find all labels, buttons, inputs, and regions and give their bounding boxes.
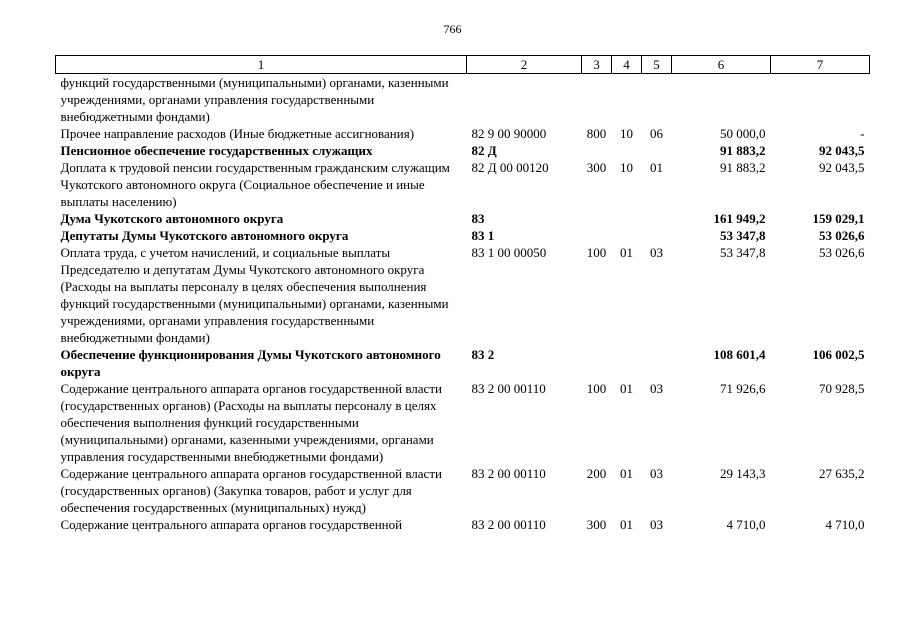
row-name: Дума Чукотского автономного округа [60,211,284,226]
row-amount-year1: 53 347,8 [720,245,766,260]
row-expense-type: 800 [586,126,607,141]
table-header-row [56,56,870,74]
row-expense-type [582,142,612,159]
row-subsection [642,210,672,227]
column-header: 5 [642,56,672,74]
row-subsection: 03 [650,517,663,532]
row-expense-type: 300 [586,160,607,175]
budget-table [55,55,870,533]
row-section: 01 [620,381,633,396]
row-expense-type [582,210,612,227]
row-amount-year1: 91 883,2 [720,160,766,175]
table-row [56,227,870,244]
row-expense-type: 200 [586,466,607,481]
row-code [467,74,582,126]
row-expense-type: 300 [586,517,607,532]
row-section: 01 [620,517,633,532]
row-section [612,227,642,244]
table-row [56,159,870,210]
row-subsection [642,227,672,244]
table-row [56,465,870,516]
row-name: Прочее направление расходов (Иные бюджетные ассигнования) [60,126,415,141]
table-row [56,142,870,159]
row-amount-year2: 92 043,5 [819,143,865,158]
table-row [56,244,870,346]
row-expense-type: 100 [586,245,607,260]
row-subsection [642,74,672,126]
row-code: 82 Д [471,143,497,158]
column-header: 1 [56,56,467,74]
row-amount-year1: 161 949,2 [713,211,766,226]
row-name: Доплата к трудовой пенсии государственным гражданским служащим Чукотского автономного округа (Социальное обеспечение и иные выплаты населению) [60,160,450,209]
row-subsection: 01 [650,160,663,175]
row-amount-year2: 70 928,5 [819,381,865,396]
row-amount-year1: 4 710,0 [726,517,766,532]
row-expense-type [582,227,612,244]
row-amount-year1: 53 347,8 [720,228,766,243]
row-code: 83 2 00 00110 [471,381,546,396]
page-number: 766 [443,22,462,36]
row-section: 10 [620,126,633,141]
row-code: 82 Д 00 00120 [471,160,549,175]
row-amount-year1: 71 926,6 [720,381,766,396]
row-code: 83 2 00 00110 [471,466,546,481]
row-amount-year2: 53 026,6 [819,245,865,260]
row-expense-type [582,346,612,380]
row-name: Пенсионное обеспечение государственных служащих [60,143,373,158]
row-section: 01 [620,245,633,260]
row-name: Содержание центрального аппарата органов государственной власти (государственных органов) (Расходы на выплаты персоналу в целях обеспечения выполнения функций государственными (муниципальными) органами, казенными учреждениями, органами управления государственными внебюджетными фондами) [60,381,442,464]
row-code: 83 1 [471,228,495,243]
row-amount-year2: 106 002,5 [812,347,865,362]
table-row [56,125,870,142]
row-subsection: 06 [650,126,663,141]
table-row [56,380,870,465]
row-amount-year1: 91 883,2 [720,143,766,158]
row-section [612,74,642,126]
row-name: Содержание центрального аппарата органов государственной [60,517,403,532]
row-expense-type: 100 [586,381,607,396]
column-header: 7 [771,56,870,74]
row-amount-year1: 108 601,4 [713,347,766,362]
row-section [612,210,642,227]
table-row [56,516,870,533]
row-code: 83 2 00 00110 [471,517,546,532]
table-row [56,346,870,380]
row-amount-year2: 159 029,1 [812,211,865,226]
row-name: Депутаты Думы Чукотского автономного округа [60,228,349,243]
row-subsection: 03 [650,245,663,260]
row-subsection: 03 [650,381,663,396]
row-section: 01 [620,466,633,481]
row-amount-year1: 29 143,3 [720,466,766,481]
row-amount-year1 [672,74,771,126]
table-row [56,74,870,126]
row-name: Содержание центрального аппарата органов государственной власти (государственных органов) (Закупка товаров, работ и услуг для обеспечения государственных (муниципальных) нужд) [60,466,442,515]
row-name: функций государственными (муниципальными) органами, казенными учреждениями, органами управления государственными внебюджетными фондами) [60,75,449,124]
row-code: 82 9 00 90000 [471,126,547,141]
row-code: 83 2 [471,347,495,362]
row-section [612,142,642,159]
row-name: Обеспечение функционирования Думы Чукотского автономного округа [60,347,441,379]
column-header: 4 [612,56,642,74]
row-amount-year1: 50 000,0 [720,126,766,141]
row-section [612,346,642,380]
column-header: 6 [672,56,771,74]
row-amount-year2: 53 026,6 [819,228,865,243]
table-body [56,74,870,534]
row-amount-year2 [771,74,870,126]
row-section: 10 [620,160,633,175]
row-subsection: 03 [650,466,663,481]
column-header: 3 [582,56,612,74]
table-row [56,210,870,227]
row-subsection [642,142,672,159]
row-expense-type [582,74,612,126]
row-amount-year2: 92 043,5 [819,160,865,175]
row-amount-year2: 27 635,2 [819,466,865,481]
row-amount-year2: - [860,126,865,141]
row-subsection [642,346,672,380]
row-code: 83 [471,211,485,226]
row-code: 83 1 00 00050 [471,245,547,260]
row-amount-year2: 4 710,0 [825,517,865,532]
column-header: 2 [467,56,582,74]
row-name: Оплата труда, с учетом начислений, и социальные выплаты Председателю и депутатам Думы Чукотского автономного округа (Расходы на выплаты персоналу в целях обеспечения выполнения функций государственными (муниципальными) органами, казенными учреждениями, органами управления государственными внебюджетными фондами) [60,245,449,345]
